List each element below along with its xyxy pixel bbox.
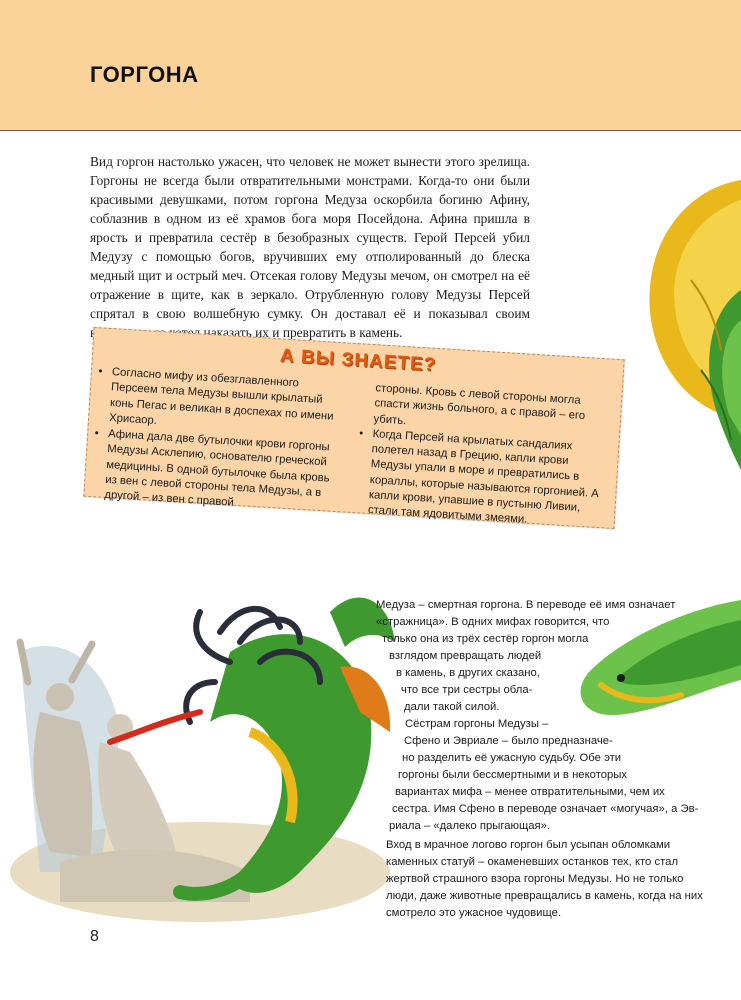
text-line: люди, даже животные превращались в камень, когда на них — [386, 890, 703, 902]
text-line: только она из трёх сестёр горгон могла — [382, 633, 589, 645]
text-line: смотрело это ужасное чудовище. — [386, 907, 562, 919]
intro-text: Вид горгон настолько ужасен, что человек не может вынести этого зрелища. Горгоны не всегда были отвратительными монстрами. Когда-то они были красивыми девушками, потом горгона Медуза оскорбила богиню Афину, соблазнив в одном из её храмов бога моря Посейдона. Афина пришла в ярость и превратила сестёр в безобразных существ. Герой Персей убил Медузу с помощью богов, вручивших ему отполированный до блеска медный щит и острый меч. Отсекая голову Медузы мечом, он смотрел на её отражение в щите, как в зеркало. Отрубленную голову Медузы Персей спрятал в свою волшебную сумку. Он доставал её и показывал своим врагам, когда хотел наказать их и превратить в камень. — [90, 154, 530, 340]
text-line: жертвой страшного взора горгоны Медузы. Но не только — [386, 873, 684, 885]
text-line: Сёстрам горгоны Медузы – — [405, 718, 549, 730]
text-line: каменных статуй – окаменевших останков тех, кто стал — [386, 856, 679, 868]
text-line: Сфено и Эвриале – было предназначе- — [404, 735, 613, 747]
did-you-know-title: А ВЫ ЗНАЕТЕ? — [279, 345, 437, 376]
text-line: Вход в мрачное логово горгон был усыпан обломками — [386, 839, 671, 851]
text-line: взглядом превращать людей — [389, 650, 542, 662]
fact-continuation: стороны. Кровь с левой стороны могла спасти жизнь больного, а с правой – его убить. — [373, 382, 586, 427]
page-number: 8 — [90, 928, 99, 945]
text-line: в камень, в других сказано, — [396, 667, 540, 679]
text-line: что все три сестры обла- — [401, 684, 533, 696]
dragon-wing-illustration — [621, 160, 741, 490]
fact-item: • Афина дала две бутылочки крови горгоны Медузы Асклепию, основателю греческой медицины. В одной бутылочке была кровь из вен с левой стороны тела Медузы, а в другой – из вен с правой — [104, 427, 344, 518]
text-line: сестра. Имя Сфено в переводе означает «могучая», а Эв- — [392, 803, 699, 815]
fact-list-left — [92, 364, 348, 518]
fact-item: • Когда Персей на крылатых сандалиях полетел назад в Грецию, капли крови Медузы упали в море и превратились в кораллы, которые называются горгонией. А капли крови, упавшие в пустыню Ливии, стали там ядовитыми змеями. — [367, 427, 608, 533]
fact-column-left — [92, 364, 348, 519]
fact-item: • Согласно мифу из обезглавленного Персеем тела Медузы вышли крылатый конь Пегас и великан в доспехах по имени Хрисаор. — [109, 365, 348, 440]
text-line: «стражница». В одних мифах говорится, что — [376, 616, 610, 628]
page-title: ГОРГОНА — [90, 62, 199, 87]
text-line: горгоны были бессмертными и в некоторых — [398, 769, 628, 781]
text-line: дали такой силой. — [404, 701, 500, 713]
medusa-scene-illustration — [0, 572, 400, 922]
text-line: но разделить её ужасную судьбу. Обе эти — [402, 752, 622, 764]
fact-column-right — [355, 381, 611, 535]
fact-list-right — [356, 426, 609, 533]
intro-paragraph — [90, 152, 530, 342]
text-line: вариантах мифа – менее отвратительными, чем их — [395, 786, 665, 798]
text-line: Медуза – смертная горгона. В переводе её имя означает — [376, 599, 676, 611]
text-line: риала – «далеко прыгающая». — [389, 820, 551, 832]
did-you-know-box — [83, 327, 624, 529]
